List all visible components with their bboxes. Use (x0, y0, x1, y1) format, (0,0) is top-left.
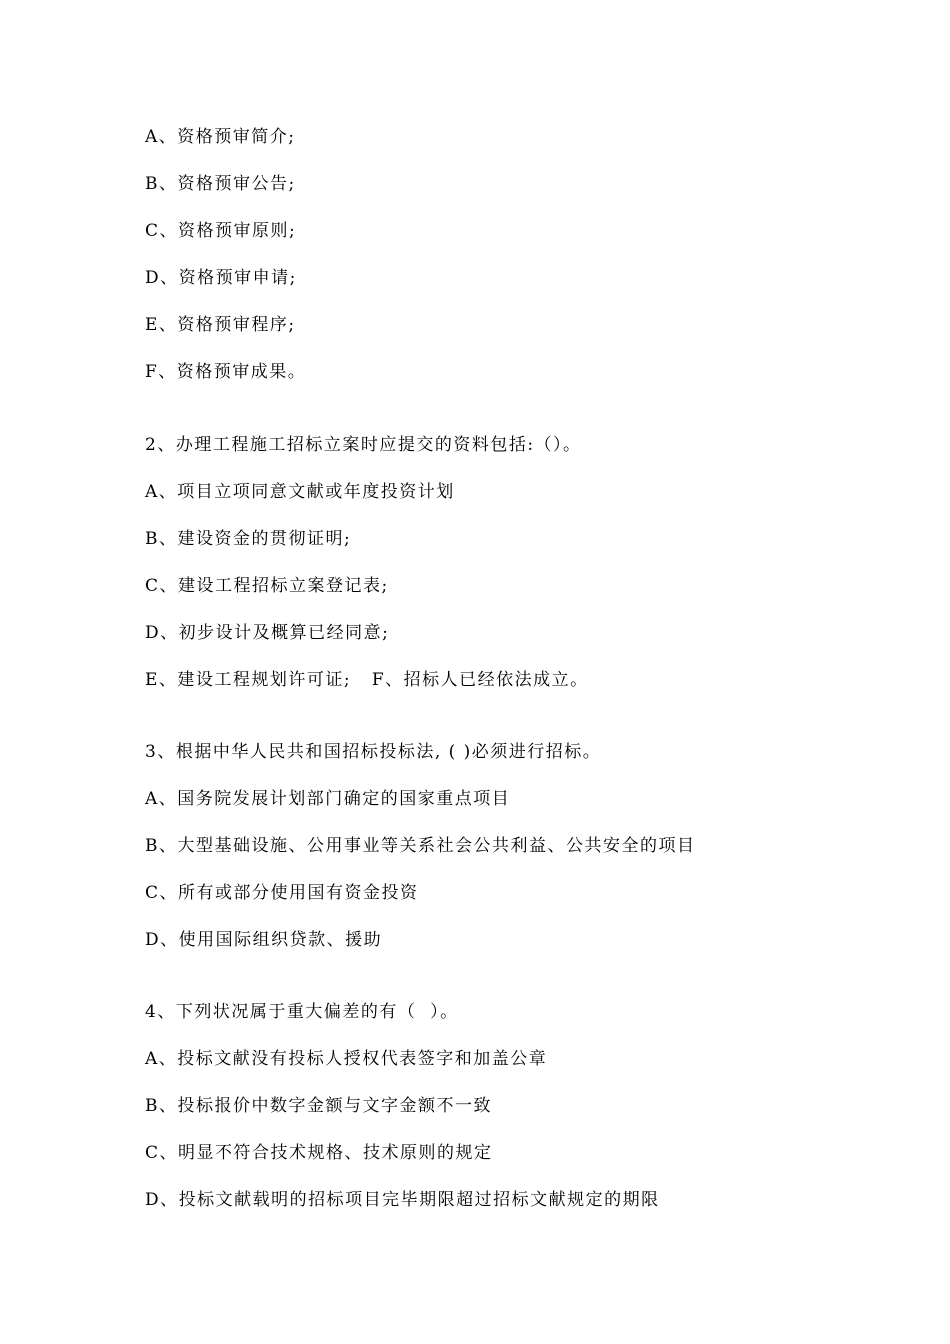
option-1c: C、资格预审原则; (145, 221, 297, 241)
question-4: 4、下列状况属于重大偏差的有（ ）。 (145, 1002, 459, 1022)
option-3d: D、使用国际组织贷款、援助 (145, 930, 383, 950)
option-1e: E、资格预审程序; (145, 315, 296, 335)
option-1d: D、资格预审申请; (145, 268, 297, 288)
option-1f: F、资格预审成果。 (145, 362, 307, 382)
option-1a: A、资格预审简介; (145, 127, 296, 147)
question-2: 2、办理工程施工招标立案时应提交的资料包括:（）。 (145, 435, 582, 455)
option-2a: A、项目立项同意文献或年度投资计划 (145, 482, 455, 502)
option-1b: B、资格预审公告; (145, 174, 296, 194)
option-2e-2f: E、建设工程规划许可证; F、招标人已经依法成立。 (145, 670, 589, 690)
option-4b: B、投标报价中数字金额与文字金额不一致 (145, 1096, 492, 1116)
option-2d: D、初步设计及概算已经同意; (145, 623, 390, 643)
option-3b: B、大型基础设施、公用事业等关系社会公共利益、公共安全的项目 (145, 836, 696, 856)
option-4d: D、投标文献载明的招标项目完毕期限超过招标文献规定的期限 (145, 1190, 660, 1210)
option-3a: A、国务院发展计划部门确定的国家重点项目 (145, 789, 511, 809)
option-2b: B、建设资金的贯彻证明; (145, 529, 352, 549)
option-2c: C、建设工程招标立案登记表; (145, 576, 389, 596)
option-4c: C、明显不符合技术规格、技术原则的规定 (145, 1143, 493, 1163)
question-3: 3、根据中华人民共和国招标投标法, ( )必须进行招标。 (145, 742, 602, 762)
option-3c: C、所有或部分使用国有资金投资 (145, 883, 419, 903)
option-4a: A、投标文献没有投标人授权代表签字和加盖公章 (145, 1049, 548, 1069)
